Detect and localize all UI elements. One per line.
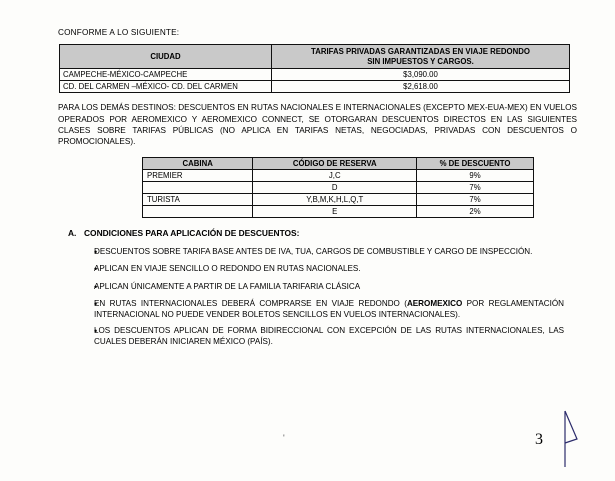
discounts-table-wrap — [58, 157, 578, 218]
cell-city: CAMPECHE-MÉXICO-CAMPECHE — [60, 69, 272, 81]
cell-city: CD. DEL CARMEN –MÉXICO- CD. DEL CARMEN — [60, 81, 272, 93]
list-item — [58, 263, 578, 275]
table-row — [143, 181, 534, 193]
list-item-text: APLICAN EN VIAJE SENCILLO O REDONDO EN RUTAS NACIONALES. — [94, 264, 361, 274]
table-header-row — [143, 157, 534, 169]
cell-descuento: 2% — [417, 205, 534, 217]
cell-descuento: 7% — [417, 193, 534, 205]
list-item-text: LOS DESCUENTOS APLICAN DE FORMA BIDIRECCIONAL CON EXCEPCIÓN DE LAS RUTAS INTERNACIONALES, LAS CUALES DEBERÁN INICIAREN MÉXICO (PAÍS). — [94, 326, 564, 347]
list-item — [58, 325, 578, 347]
list-item — [58, 298, 578, 320]
section-a-heading — [58, 228, 578, 238]
cell-descuento: 7% — [417, 181, 534, 193]
section-a-letter: A. — [68, 227, 77, 238]
header-descuento: % DE DESCUENTO — [417, 157, 534, 169]
header-codigo: CÓDIGO DE RESERVA — [253, 157, 417, 169]
list-item-text: DESCUENTOS SOBRE TARIFA BASE ANTES DE IVA, TUA, CARGOS DE COMBUSTIBLE Y CARGO DE INSPECCIÓN. — [94, 246, 533, 256]
list-item — [58, 281, 578, 293]
handwritten-mark-icon — [553, 409, 587, 471]
cell-fare: $2,618.00 — [272, 81, 570, 93]
cell-codigo: J,C — [253, 169, 417, 181]
text-after: POR REGLAMENTACIÓN INTERNACIONAL NO PUEDE VENDER BOLETOS SENCILLOS EN VUELOS INTERNACIONALES). — [94, 298, 564, 320]
cell-cabina: TURISTA — [143, 193, 253, 205]
page-number: 3 — [535, 431, 543, 448]
conditions-list — [58, 246, 578, 348]
header-fares-line2: SIN IMPUESTOS Y CARGOS. — [367, 56, 474, 66]
list-item-text: APLICAN ÚNICAMENTE A PARTIR DE LA FAMILIA TARIFARIA CLÁSICA — [94, 281, 361, 291]
header-city: CIUDAD — [60, 45, 272, 69]
list-item-text-mixed — [94, 298, 578, 320]
cell-cabina — [143, 205, 253, 217]
cell-fare: $3,090.00 — [272, 69, 570, 81]
paragraph-destinations: PARA LOS DEMÁS DESTINOS: DESCUENTOS EN RUTAS NACIONALES E INTERNACIONALES (EXCEPTO MEX-EUA-MEX) EN VUELOS OPERADOS POR AEROMEXICO Y AEROMEXICO CONNECT, SE OTORGARAN DESCUENTOS DIRECTOS EN LAS SIGUIENTES CLASES SOBRE TARIFAS PÚBLICAS (NO APLICA EN TARIFAS NETAS, NEGOCIADAS, PRIVADAS CON DESCUENTOS O PROMOCIONALES). — [58, 103, 577, 147]
bullet-icon — [58, 298, 94, 320]
bullet-icon — [58, 281, 94, 293]
bullet-icon — [58, 246, 94, 258]
text-bold: AEROMEXICO — [406, 298, 463, 308]
cell-cabina: PREMIER — [143, 169, 253, 181]
header-cabina: CABINA — [143, 157, 253, 169]
header-fares — [272, 45, 570, 69]
section-a-title: CONDICIONES PARA APLICACIÓN DE DESCUENTOS: — [84, 227, 300, 238]
header-fares-line1: TARIFAS PRIVADAS GARANTIZADAS EN VIAJE REDONDO — [311, 47, 530, 56]
discounts-table — [142, 157, 534, 218]
document-content — [58, 28, 578, 353]
table-row — [143, 193, 534, 205]
table-row — [60, 69, 570, 81]
intro-text: CONFORME A LO SIGUIENTE: — [58, 28, 180, 37]
table-row — [60, 81, 570, 93]
cell-codigo: Y,B,M,K,H,L,Q,T — [253, 193, 417, 205]
cell-descuento: 9% — [417, 169, 534, 181]
cell-codigo: D — [253, 181, 417, 193]
table-header-row — [60, 45, 570, 69]
bullet-icon — [58, 325, 94, 347]
cell-codigo: E — [253, 205, 417, 217]
bullet-icon — [58, 263, 94, 275]
text-before: EN RUTAS INTERNACIONALES DEBERÁ COMPRARSE EN VIAJE REDONDO ( — [94, 298, 407, 308]
cell-cabina — [143, 181, 253, 193]
table-row — [143, 205, 534, 217]
table-row — [143, 169, 534, 181]
stray-mark: ' — [283, 433, 285, 443]
list-item — [58, 246, 578, 258]
fares-table — [59, 44, 570, 93]
